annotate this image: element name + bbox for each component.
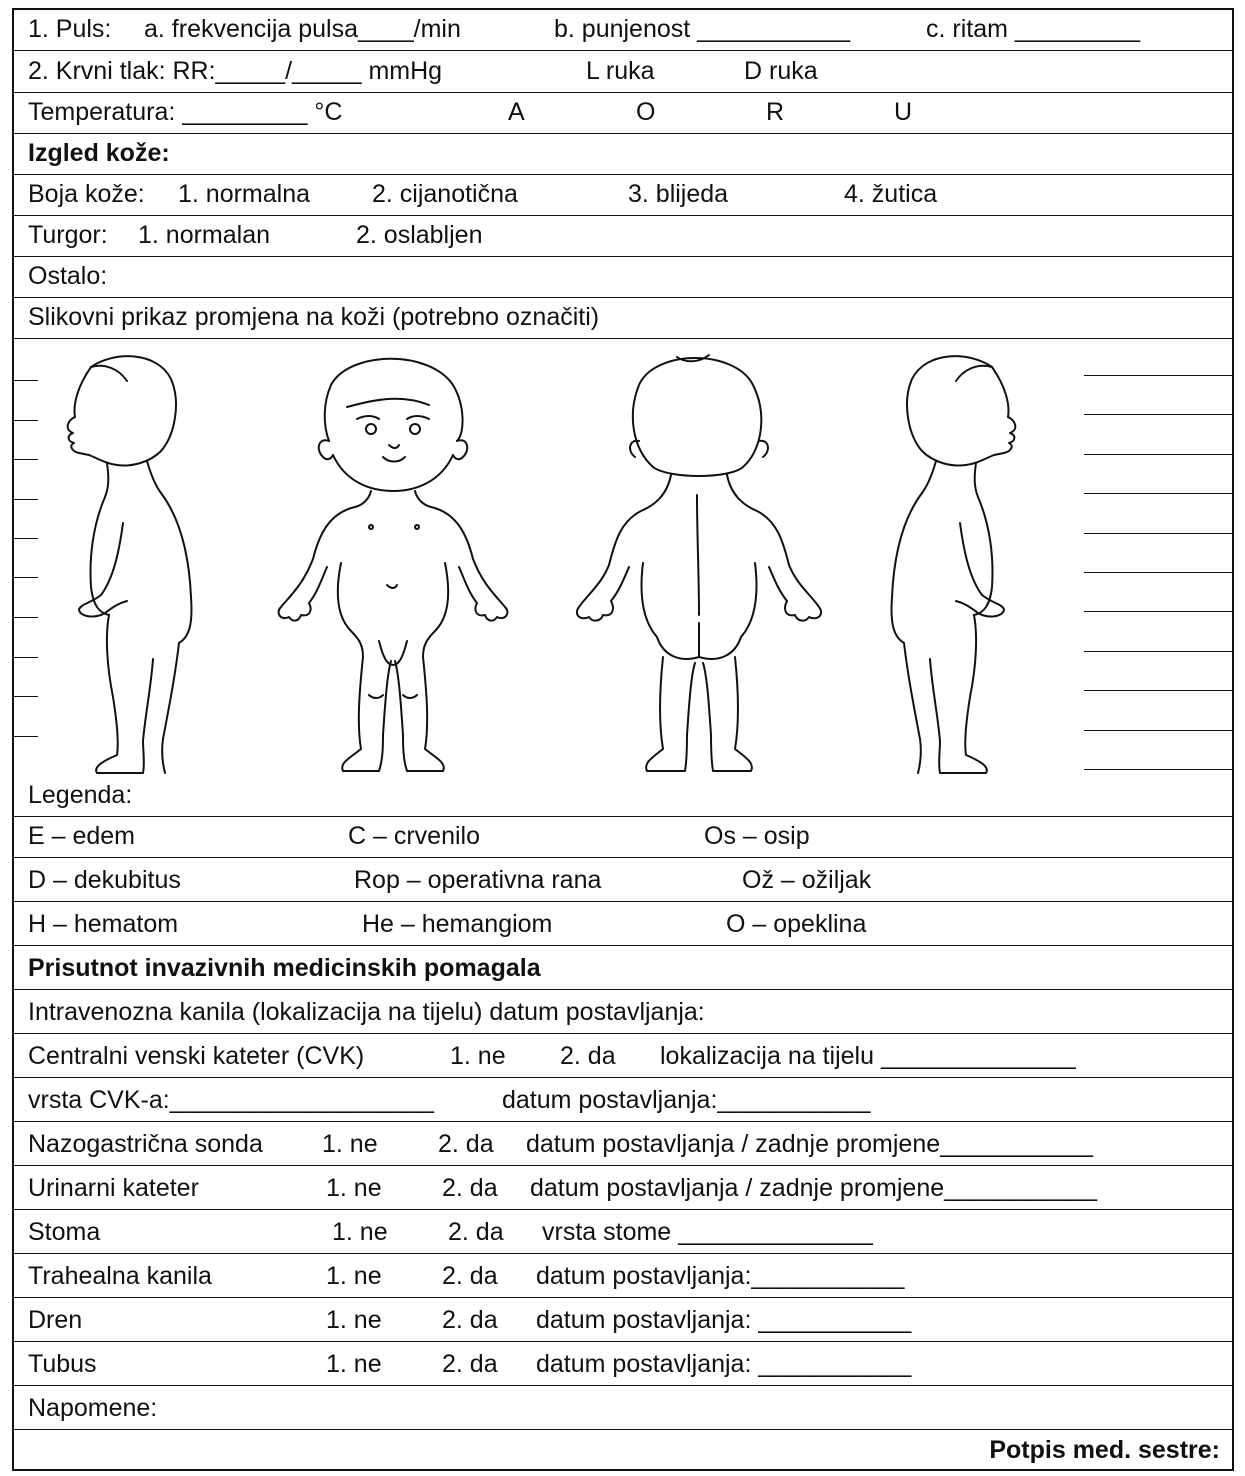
device-no-option[interactable]: 1. ne [332,1218,388,1246]
device-row-nasogastric [14,1122,1232,1166]
device-yes-option[interactable]: 2. da [442,1174,498,1202]
device-yes-option[interactable]: 2. da [442,1306,498,1334]
skin-heading-row [14,134,1232,175]
signature-label: Potpis med. sestre: [989,1436,1220,1464]
temperature-site-o[interactable]: O [636,98,656,126]
right-arm-option[interactable]: D ruka [744,57,818,85]
device-yes-option[interactable]: 2. da [438,1130,494,1158]
cvc-label: Centralni venski kateter (CVK) [28,1042,365,1070]
legend-label: Legenda: [28,781,133,809]
device-no-option[interactable]: 1. ne [326,1350,382,1378]
turgor-weak[interactable]: 2. oslabljen [356,221,483,249]
cvc-location-field[interactable]: lokalizacija na tijelu ______________ [660,1042,1076,1070]
cvc-type-row [14,1078,1232,1122]
turgor-normal[interactable]: 1. normalan [138,221,271,249]
pulse-rhythm-field[interactable]: c. ritam _________ [926,15,1141,43]
temperature-site-u[interactable]: U [894,98,913,126]
device-label: Trahealna kanila [28,1262,212,1290]
device-yes-option[interactable]: 2. da [442,1350,498,1378]
cvc-type-field[interactable]: vrsta CVK-a:___________________ [28,1086,434,1114]
other-row [14,257,1232,298]
cvc-no-option[interactable]: 1. ne [450,1042,506,1070]
device-label: Stoma [28,1218,101,1246]
devices-heading-row [14,946,1232,990]
devices-heading: Prisutnot invazivnih medicinskih pomagala [28,954,541,982]
device-extra-field[interactable]: datum postavljanja: ___________ [536,1350,912,1378]
cvc-yes-option[interactable]: 2. da [560,1042,616,1070]
device-extra-field[interactable]: vrsta stome ______________ [542,1218,873,1246]
device-label: Nazogastrična sonda [28,1130,263,1158]
legend-item: Os – osip [704,822,810,850]
legend-item: C – crvenilo [348,822,480,850]
temperature-site-r[interactable]: R [766,98,785,126]
legend-row [14,817,1232,858]
legend-item: He – hemangiom [362,910,553,938]
skin-color-jaundice[interactable]: 4. žutica [844,180,938,208]
device-row-tracheal [14,1254,1232,1298]
skin-color-row [14,175,1232,216]
pulse-frequency-field[interactable]: a. frekvencija pulsa____/min [144,15,461,43]
pulse-filling-field[interactable]: b. punjenost ___________ [554,15,851,43]
turgor-row [14,216,1232,257]
device-row-tube [14,1342,1232,1386]
legend-row [14,858,1232,902]
notes-label: Napomene: [28,1394,158,1422]
notes-row[interactable] [14,1386,1232,1430]
device-extra-field[interactable]: datum postavljanja:___________ [536,1262,905,1290]
blood-pressure-field[interactable]: 2. Krvni tlak: RR:_____/_____ mmHg [28,57,443,85]
device-no-option[interactable]: 1. ne [322,1130,378,1158]
skin-color-label: Boja kože: [28,180,145,208]
left-arm-option[interactable]: L ruka [586,57,655,85]
legend-item: E – edem [28,822,136,850]
device-no-option[interactable]: 1. ne [326,1174,382,1202]
body-diagram[interactable] [14,339,1232,775]
device-row-drain [14,1298,1232,1342]
device-no-option[interactable]: 1. ne [326,1306,382,1334]
device-label: Urinarni kateter [28,1174,199,1202]
skin-color-normal[interactable]: 1. normalna [178,180,311,208]
device-extra-field[interactable]: datum postavljanja: ___________ [536,1306,912,1334]
nursing-assessment-form [12,8,1234,1471]
iv-cannula-row [14,990,1232,1034]
cvc-date-field[interactable]: datum postavljanja:___________ [502,1086,871,1114]
blood-pressure-row [14,51,1232,93]
device-row-stoma [14,1210,1232,1254]
legend-item: O – opeklina [726,910,867,938]
temperature-site-a[interactable]: A [508,98,525,126]
legend-item: D – dekubitus [28,866,181,894]
cvc-row [14,1034,1232,1078]
device-yes-option[interactable]: 2. da [448,1218,504,1246]
skin-color-cyanotic[interactable]: 2. cijanotična [372,180,518,208]
temperature-field[interactable]: Temperatura: _________ °C [28,98,343,126]
skin-heading: Izgled kože: [28,139,170,167]
legend-label-row [14,775,1232,817]
device-extra-field[interactable]: datum postavljanja / zadnje promjene___________ [530,1174,1098,1202]
diagram-caption-row [14,298,1232,339]
legend-item: Ož – ožiljak [742,866,872,894]
legend-item: Rop – operativna rana [354,866,602,894]
device-label: Tubus [28,1350,97,1378]
device-no-option[interactable]: 1. ne [326,1262,382,1290]
legend-row [14,902,1232,946]
device-label: Dren [28,1306,83,1334]
other-label: Ostalo: [28,262,108,290]
diagram-caption: Slikovni prikaz promjena na koži (potrebno označiti) [28,303,600,331]
iv-cannula-field[interactable]: Intravenozna kanila (lokalizacija na tijelu) datum postavljanja: [28,998,705,1026]
signature-row[interactable] [14,1430,1232,1471]
device-yes-option[interactable]: 2. da [442,1262,498,1290]
legend-item: H – hematom [28,910,179,938]
skin-color-pale[interactable]: 3. blijeda [628,180,729,208]
device-row-urinary [14,1166,1232,1210]
pulse-label: 1. Puls: [28,15,112,43]
pulse-row [14,10,1232,51]
device-extra-field[interactable]: datum postavljanja / zadnje promjene___________ [526,1130,1094,1158]
temperature-row [14,93,1232,134]
turgor-label: Turgor: [28,221,108,249]
